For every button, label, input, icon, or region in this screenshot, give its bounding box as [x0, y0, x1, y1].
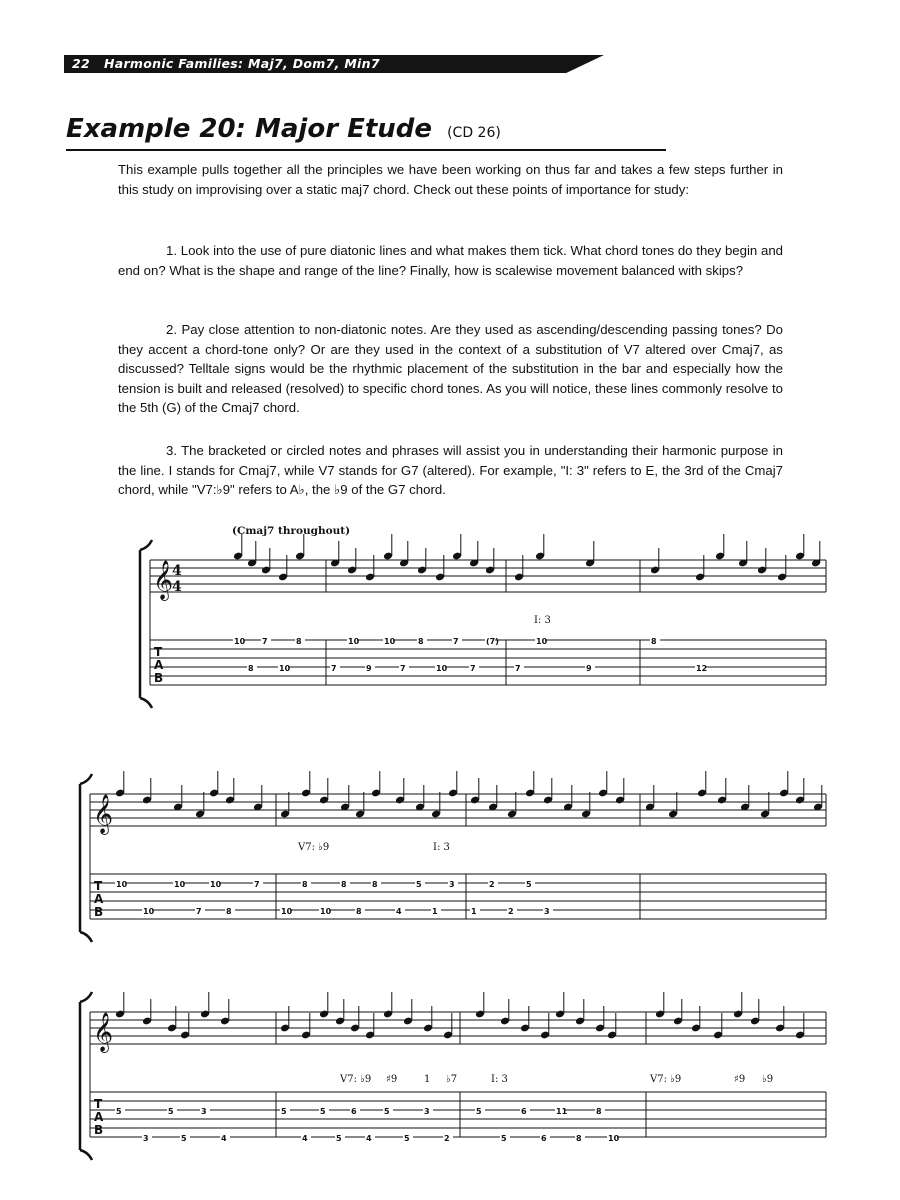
harmonic-annotation: I: 3	[534, 615, 551, 626]
tab-letter-a: A	[154, 658, 164, 672]
tab-number: 10	[143, 907, 155, 916]
tab-number: 7	[262, 637, 268, 646]
tab-number: 5	[416, 880, 422, 889]
tab-letter-a: A	[94, 1110, 104, 1124]
tab-number: 7	[331, 664, 337, 673]
tab-number: 3	[424, 1107, 430, 1116]
chord-marking: (Cmaj7 throughout)	[232, 525, 351, 537]
tab-number: 6	[351, 1107, 357, 1116]
tab-number: 10	[174, 880, 186, 889]
harmonic-annotation: V7: ♭9	[340, 1074, 372, 1085]
tab-number: 4	[366, 1134, 372, 1143]
tab-number: 11	[556, 1107, 568, 1116]
tab-number: 3	[449, 880, 455, 889]
tab-number: 2	[508, 907, 514, 916]
tab-number: 7	[453, 637, 459, 646]
harmonic-annotation: V7: ♭9	[298, 842, 330, 853]
cd-reference: (CD 26)	[447, 125, 501, 141]
tab-number: 2	[444, 1134, 450, 1143]
tab-number: 9	[366, 664, 372, 673]
tab-number: 8	[226, 907, 232, 916]
tab-number: 4	[396, 907, 402, 916]
tab-letter-t: T	[94, 879, 103, 893]
tab-number: 12	[696, 664, 708, 673]
harmonic-annotation: I: 3	[433, 842, 450, 853]
tab-number: 5	[384, 1107, 390, 1116]
tab-letter-t: T	[154, 645, 163, 659]
time-signature-bottom: 4	[172, 579, 182, 595]
tab-number: 5	[526, 880, 532, 889]
tab-number: 8	[302, 880, 308, 889]
tab-number: 7	[400, 664, 406, 673]
harmonic-annotation: ♯9	[734, 1074, 746, 1085]
tab-number: 5	[281, 1107, 287, 1116]
tab-number: 10	[116, 880, 128, 889]
tab-number: 5	[404, 1134, 410, 1143]
tab-number: 10	[281, 907, 293, 916]
tab-number: 8	[248, 664, 254, 673]
tab-number: 1	[432, 907, 438, 916]
tab-number: 7	[470, 664, 476, 673]
tab-number: 5	[336, 1134, 342, 1143]
tab-letter-a: A	[94, 892, 104, 906]
tab-number: 10	[536, 637, 548, 646]
tab-number: 6	[521, 1107, 527, 1116]
tab-number: 8	[596, 1107, 602, 1116]
tab-number: 10	[210, 880, 222, 889]
tab-number: 5	[501, 1134, 507, 1143]
tab-number: 8	[356, 907, 362, 916]
tab-number: 10	[320, 907, 332, 916]
tab-number: 2	[489, 880, 495, 889]
tab-number: 7	[515, 664, 521, 673]
tab-number: 3	[544, 907, 550, 916]
treble-clef: 𝄞	[93, 794, 114, 834]
tab-number: 1	[471, 907, 477, 916]
tab-number: 9	[586, 664, 592, 673]
tab-number: 4	[302, 1134, 308, 1143]
tab-number: 8	[576, 1134, 582, 1143]
harmonic-annotation: ♯9	[386, 1074, 398, 1085]
tab-number: 10	[279, 664, 291, 673]
tab-number: 10	[608, 1134, 620, 1143]
tab-number: 8	[418, 637, 424, 646]
harmonic-annotation: 1	[424, 1074, 431, 1085]
tab-number: 8	[341, 880, 347, 889]
tab-letter-b: B	[94, 905, 104, 919]
time-signature-top: 4	[172, 563, 182, 579]
tab-number: 5	[476, 1107, 482, 1116]
treble-clef: 𝄞	[153, 560, 174, 600]
page-number: 22	[72, 56, 90, 71]
section-title: Harmonic Families: Maj7, Dom7, Min7	[103, 56, 380, 71]
point-2-paragraph: 2. Pay close attention to non-diatonic notes. Are they used as ascending/descending passing tones? Do they accent a chord-tone only? Or are they used in the context of a substitution of V7 altered over Cmaj7, as discussed? Telltale signs would be the rhythmic placement of the substitution in the bar and especially how the tension is built and released (resolved) to specific chord tones. As you will notice, these lines commonly resolve to the 5th (G) of the Cmaj7 chord.	[118, 322, 783, 415]
harmonic-annotation: V7: ♭9	[650, 1074, 682, 1085]
tab-number: 5	[320, 1107, 326, 1116]
tab-number: 5	[181, 1134, 187, 1143]
tab-number: 3	[201, 1107, 207, 1116]
tab-number: 10	[234, 637, 246, 646]
tab-number: 7	[196, 907, 202, 916]
tab-number: 7	[254, 880, 260, 889]
intro-paragraph: This example pulls together all the principles we have been working on thus far and takes a few steps further in this study on improvising over a static maj7 chord. Check out these points of importance for study:	[118, 162, 783, 197]
tab-number: 6	[541, 1134, 547, 1143]
harmonic-annotation: ♭9	[762, 1074, 774, 1085]
tab-number: 8	[372, 880, 378, 889]
tab-letter-t: T	[94, 1097, 103, 1111]
tab-letter-b: B	[154, 671, 164, 685]
tab-number: 10	[384, 637, 396, 646]
treble-clef: 𝄞	[93, 1012, 114, 1052]
point-1-paragraph: 1. Look into the use of pure diatonic lines and what makes them tick. What chord tones do they begin and end on? What is the shape and range of the line? Finally, how is scalewise movement balanced with skips?	[118, 243, 783, 278]
tab-number: 8	[296, 637, 302, 646]
tab-number: 3	[143, 1134, 149, 1143]
tab-number: (7)	[486, 637, 499, 646]
tab-number: 4	[221, 1134, 227, 1143]
example-title-text: Example 20: Major Etude	[66, 114, 433, 144]
harmonic-annotation: I: 3	[491, 1074, 508, 1085]
tab-number: 10	[348, 637, 360, 646]
tab-number: 8	[651, 637, 657, 646]
tab-letter-b: B	[94, 1123, 104, 1137]
tab-number: 5	[116, 1107, 122, 1116]
tab-number: 5	[168, 1107, 174, 1116]
point-3-paragraph: 3. The bracketed or circled notes and phrases will assist you in understanding their harmonic purpose in the line. I stands for Cmaj7, while V7 stands for G7 (altered). For example, "I: 3" refers to E, the 3rd of the Cmaj7 chord, while "V7:♭9" refers to A♭, the ♭9 of the G7 chord.	[118, 443, 783, 497]
harmonic-annotation: ♭7	[446, 1074, 458, 1085]
tab-number: 10	[436, 664, 448, 673]
